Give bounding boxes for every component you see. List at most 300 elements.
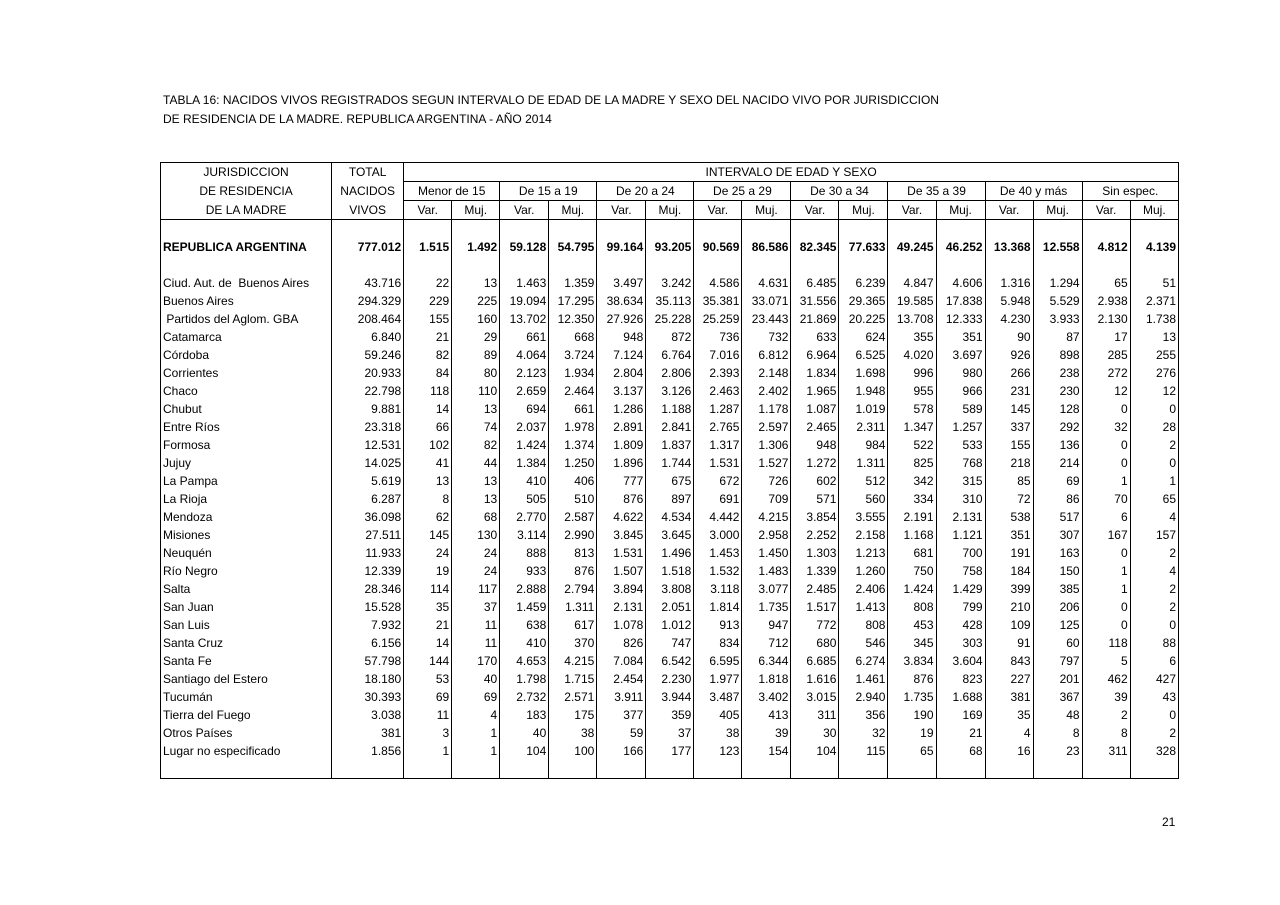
total-value: 208.464 (332, 310, 404, 328)
cell-value: 546 (839, 634, 888, 652)
cell-value: 3.645 (646, 526, 694, 544)
cell-value: 69 (452, 688, 500, 706)
cell-value: 21 (404, 616, 452, 634)
cell-value: 4 (1130, 562, 1178, 580)
cell-value: 2 (1082, 706, 1130, 724)
cell-value: 169 (936, 706, 985, 724)
cell-value: 307 (1033, 526, 1082, 544)
cell-value: 2.841 (646, 418, 694, 436)
cell-value: 6 (1082, 508, 1130, 526)
cell-value: 46.252 (936, 238, 985, 256)
cell-value: 74 (452, 418, 500, 436)
cell-value: 0 (1130, 616, 1178, 634)
header-muj: Muj. (646, 201, 694, 220)
header-muj: Muj. (936, 201, 985, 220)
total-value: 777.012 (332, 238, 404, 256)
cell-value: 201 (1033, 670, 1082, 688)
cell-value: 155 (404, 310, 452, 328)
cell-value: 7.124 (597, 346, 646, 364)
cell-value: 51 (1130, 274, 1178, 292)
cell-value: 680 (791, 634, 839, 652)
cell-value: 86.586 (742, 238, 791, 256)
cell-value: 4.653 (500, 652, 549, 670)
cell-value: 578 (888, 400, 936, 418)
cell-value: 2.191 (888, 508, 936, 526)
cell-value: 17.295 (549, 292, 597, 310)
cell-value: 145 (404, 526, 452, 544)
cell-value: 19.585 (888, 292, 936, 310)
cell-value: 70 (1082, 490, 1130, 508)
cell-value: 4.442 (694, 508, 742, 526)
cell-value: 65 (1130, 490, 1178, 508)
cell-value: 2.051 (646, 598, 694, 616)
cell-value: 3.555 (839, 508, 888, 526)
cell-value: 2.465 (791, 418, 839, 436)
cell-value: 0 (1130, 706, 1178, 724)
cell-value: 1.735 (888, 688, 936, 706)
total-value: 1.856 (332, 742, 404, 760)
cell-value: 0 (1082, 454, 1130, 472)
cell-value: 65 (1082, 274, 1130, 292)
jurisdiction-name: Ciud. Aut. de Buenos Aires (161, 274, 332, 292)
table-row (161, 724, 1179, 742)
header-age-group: De 30 a 34 (791, 182, 888, 201)
cell-value: 27.926 (597, 310, 646, 328)
header-jurisdiccion: JURISDICCION (161, 163, 332, 182)
cell-value: 4.847 (888, 274, 936, 292)
table-row (161, 526, 1179, 544)
cell-value: 1.429 (936, 580, 985, 598)
cell-value: 255 (1130, 346, 1178, 364)
cell-value: 1.316 (985, 274, 1033, 292)
cell-value: 1.517 (791, 598, 839, 616)
cell-value: 37 (452, 598, 500, 616)
cell-value: 8 (1033, 724, 1082, 742)
cell-value: 1.359 (549, 274, 597, 292)
cell-value: 1.384 (500, 454, 549, 472)
cell-value: 345 (888, 634, 936, 652)
cell-value: 37 (646, 724, 694, 742)
cell-value: 84 (404, 364, 452, 382)
cell-value: 1.347 (888, 418, 936, 436)
cell-value: 876 (888, 670, 936, 688)
header-age-group: Sin espec. (1082, 182, 1178, 201)
table-row (161, 400, 1179, 418)
cell-value: 926 (985, 346, 1033, 364)
cell-value: 1.121 (936, 526, 985, 544)
cell-value: 24 (404, 544, 452, 562)
cell-value: 736 (694, 328, 742, 346)
cell-value: 342 (888, 472, 936, 490)
cell-value: 3.845 (597, 526, 646, 544)
cell-value: 1.413 (839, 598, 888, 616)
cell-value: 19 (888, 724, 936, 742)
cell-value: 35.113 (646, 292, 694, 310)
cell-value: 4 (1130, 508, 1178, 526)
cell-value: 955 (888, 382, 936, 400)
cell-value: 16 (985, 742, 1033, 760)
cell-value: 29.365 (839, 292, 888, 310)
cell-value: 712 (742, 634, 791, 652)
table-row (161, 688, 1179, 706)
header-muj: Muj. (1033, 201, 1082, 220)
cell-value: 2.765 (694, 418, 742, 436)
cell-value: 4.215 (549, 652, 597, 670)
cell-value: 6.812 (742, 346, 791, 364)
cell-value: 1.834 (791, 364, 839, 382)
cell-value: 117 (452, 580, 500, 598)
cell-value: 191 (985, 544, 1033, 562)
cell-value: 1.715 (549, 670, 597, 688)
cell-value: 3.487 (694, 688, 742, 706)
cell-value: 4.606 (936, 274, 985, 292)
cell-value: 876 (597, 490, 646, 508)
table-row (161, 508, 1179, 526)
header-var: Var. (404, 201, 452, 220)
cell-value: 3.808 (646, 580, 694, 598)
cell-value: 1.837 (646, 436, 694, 454)
cell-value: 3.402 (742, 688, 791, 706)
cell-value: 772 (791, 616, 839, 634)
cell-value: 13 (1130, 328, 1178, 346)
cell-value: 1.531 (694, 454, 742, 472)
cell-value: 4.622 (597, 508, 646, 526)
cell-value: 406 (549, 472, 597, 490)
cell-value: 3.114 (500, 526, 549, 544)
cell-value: 413 (742, 706, 791, 724)
cell-value: 2.659 (500, 382, 549, 400)
cell-value: 1.809 (597, 436, 646, 454)
cell-value: 377 (597, 706, 646, 724)
cell-value: 13 (452, 472, 500, 490)
cell-value: 385 (1033, 580, 1082, 598)
cell-value: 7.016 (694, 346, 742, 364)
cell-value: 1.250 (549, 454, 597, 472)
cell-value: 517 (1033, 508, 1082, 526)
cell-value: 4.064 (500, 346, 549, 364)
cell-value: 2.804 (597, 364, 646, 382)
header-jurisdiccion: DE RESIDENCIA (161, 182, 332, 201)
jurisdiction-name: Entre Ríos (161, 418, 332, 436)
cell-value: 808 (888, 598, 936, 616)
cell-value: 624 (839, 328, 888, 346)
cell-value: 68 (452, 508, 500, 526)
cell-value: 1.317 (694, 436, 742, 454)
jurisdiction-name: Tucumán (161, 688, 332, 706)
cell-value: 104 (500, 742, 549, 760)
jurisdiction-name: La Rioja (161, 490, 332, 508)
cell-value: 12.333 (936, 310, 985, 328)
cell-value: 19.094 (500, 292, 549, 310)
cell-value: 2.990 (549, 526, 597, 544)
cell-value: 87 (1033, 328, 1082, 346)
cell-value: 88 (1130, 634, 1178, 652)
cell-value: 1.532 (694, 562, 742, 580)
cell-value: 750 (888, 562, 936, 580)
cell-value: 110 (452, 382, 500, 400)
cell-value: 1.965 (791, 382, 839, 400)
cell-value: 2.158 (839, 526, 888, 544)
cell-value: 1.738 (1130, 310, 1178, 328)
cell-value: 334 (888, 490, 936, 508)
cell-value: 14 (404, 400, 452, 418)
jurisdiction-name: Santiago del Estero (161, 670, 332, 688)
cell-value: 797 (1033, 652, 1082, 670)
cell-value: 8 (404, 490, 452, 508)
cell-value: 2.888 (500, 580, 549, 598)
cell-value: 6 (1130, 652, 1178, 670)
cell-value: 1.492 (452, 238, 500, 256)
cell-value: 2.230 (646, 670, 694, 688)
table-row (161, 382, 1179, 400)
cell-value: 2.123 (500, 364, 549, 382)
cell-value: 5.948 (985, 292, 1033, 310)
cell-value: 337 (985, 418, 1033, 436)
cell-value: 38 (694, 724, 742, 742)
cell-value: 3.894 (597, 580, 646, 598)
cell-value: 266 (985, 364, 1033, 382)
cell-value: 1.735 (742, 598, 791, 616)
cell-value: 0 (1082, 400, 1130, 418)
cell-value: 984 (839, 436, 888, 454)
cell-value: 813 (549, 544, 597, 562)
cell-value: 1 (404, 742, 452, 760)
cell-value: 150 (1033, 562, 1082, 580)
cell-value: 1.527 (742, 454, 791, 472)
jurisdiction-name: Chaco (161, 382, 332, 400)
cell-value: 2.402 (742, 382, 791, 400)
cell-value: 2.131 (597, 598, 646, 616)
header-var: Var. (694, 201, 742, 220)
total-value: 20.933 (332, 364, 404, 382)
cell-value: 3.854 (791, 508, 839, 526)
cell-value: 167 (1082, 526, 1130, 544)
cell-value: 1 (1130, 472, 1178, 490)
table-row (161, 274, 1179, 292)
cell-value: 533 (936, 436, 985, 454)
header-var: Var. (1082, 201, 1130, 220)
cell-value: 359 (646, 706, 694, 724)
cell-value: 633 (791, 328, 839, 346)
cell-value: 29 (452, 328, 500, 346)
cell-value: 115 (839, 742, 888, 760)
header-var: Var. (985, 201, 1033, 220)
cell-value: 6.525 (839, 346, 888, 364)
cell-value: 2.371 (1130, 292, 1178, 310)
cell-value: 184 (985, 562, 1033, 580)
cell-value: 367 (1033, 688, 1082, 706)
cell-value: 1.978 (549, 418, 597, 436)
cell-value: 311 (1082, 742, 1130, 760)
cell-value: 72 (985, 490, 1033, 508)
cell-value: 38.634 (597, 292, 646, 310)
cell-value: 3.000 (694, 526, 742, 544)
cell-value: 2.148 (742, 364, 791, 382)
cell-value: 5.529 (1033, 292, 1082, 310)
cell-value: 48 (1033, 706, 1082, 724)
cell-value: 2.311 (839, 418, 888, 436)
cell-value: 843 (985, 652, 1033, 670)
cell-value: 1.078 (597, 616, 646, 634)
title-line-1: TABLA 16: NACIDOS VIVOS REGISTRADOS SEGUN INTERVALO DE EDAD DE LA MADRE Y SEXO DEL NACIDO VIVO POR JURISDICCION (163, 93, 939, 107)
cell-value: 1.339 (791, 562, 839, 580)
cell-value: 69 (1033, 472, 1082, 490)
table-row (161, 580, 1179, 598)
jurisdiction-name: Partidos del Aglom. GBA (161, 310, 332, 328)
title-line-2: DE RESIDENCIA DE LA MADRE. REPUBLICA ARGENTINA - AÑO 2014 (163, 112, 552, 126)
cell-value: 85 (985, 472, 1033, 490)
header-muj: Muj. (549, 201, 597, 220)
cell-value: 2.891 (597, 418, 646, 436)
cell-value: 6.274 (839, 652, 888, 670)
cell-value: 0 (1082, 436, 1130, 454)
header-age-group: De 25 a 29 (694, 182, 791, 201)
cell-value: 0 (1082, 544, 1130, 562)
cell-value: 90.569 (694, 238, 742, 256)
cell-value: 1.450 (742, 544, 791, 562)
cell-value: 4.534 (646, 508, 694, 526)
cell-value: 4.020 (888, 346, 936, 364)
cell-value: 210 (985, 598, 1033, 616)
jurisdiction-name: Jujuy (161, 454, 332, 472)
total-value: 14.025 (332, 454, 404, 472)
cell-value: 2.732 (500, 688, 549, 706)
cell-value: 6.685 (791, 652, 839, 670)
cell-value: 11 (404, 706, 452, 724)
cell-value: 453 (888, 616, 936, 634)
cell-value: 35.381 (694, 292, 742, 310)
cell-value: 747 (646, 634, 694, 652)
cell-value: 405 (694, 706, 742, 724)
cell-value: 166 (597, 742, 646, 760)
cell-value: 948 (597, 328, 646, 346)
cell-value: 3.015 (791, 688, 839, 706)
cell-value: 6.764 (646, 346, 694, 364)
total-value: 18.180 (332, 670, 404, 688)
cell-value: 25.228 (646, 310, 694, 328)
header-var: Var. (597, 201, 646, 220)
cell-value: 4.215 (742, 508, 791, 526)
cell-value: 834 (694, 634, 742, 652)
cell-value: 60 (1033, 634, 1082, 652)
cell-value: 49.245 (888, 238, 936, 256)
cell-value: 2.454 (597, 670, 646, 688)
jurisdiction-name: La Pampa (161, 472, 332, 490)
header-interval: INTERVALO DE EDAD Y SEXO (404, 163, 1179, 182)
cell-value: 80 (452, 364, 500, 382)
cell-value: 675 (646, 472, 694, 490)
cell-value: 3.137 (597, 382, 646, 400)
cell-value: 2.571 (549, 688, 597, 706)
cell-value: 1.260 (839, 562, 888, 580)
cell-value: 538 (985, 508, 1033, 526)
cell-value: 4.631 (742, 274, 791, 292)
cell-value: 1.311 (839, 454, 888, 472)
cell-value: 3 (404, 724, 452, 742)
cell-value: 13 (452, 400, 500, 418)
cell-value: 5 (1082, 652, 1130, 670)
cell-value: 2.958 (742, 526, 791, 544)
cell-value: 32 (839, 724, 888, 742)
cell-value: 39 (742, 724, 791, 742)
cell-value: 12 (1130, 382, 1178, 400)
cell-value: 54.795 (549, 238, 597, 256)
cell-value: 230 (1033, 382, 1082, 400)
cell-value: 1.531 (597, 544, 646, 562)
cell-value: 560 (839, 490, 888, 508)
cell-value: 40 (500, 724, 549, 742)
header-jurisdiccion: DE LA MADRE (161, 201, 332, 220)
cell-value: 177 (646, 742, 694, 760)
cell-value: 356 (839, 706, 888, 724)
total-value: 6.840 (332, 328, 404, 346)
cell-value: 1 (1082, 472, 1130, 490)
cell-value: 1.515 (404, 238, 452, 256)
cell-value: 947 (742, 616, 791, 634)
jurisdiction-name: Salta (161, 580, 332, 598)
cell-value: 681 (888, 544, 936, 562)
cell-value: 2 (1130, 724, 1178, 742)
cell-value: 2.940 (839, 688, 888, 706)
cell-value: 1.178 (742, 400, 791, 418)
cell-value: 1 (1082, 562, 1130, 580)
cell-value: 35 (404, 598, 452, 616)
table-row (161, 598, 1179, 616)
total-value: 59.246 (332, 346, 404, 364)
total-value: 36.098 (332, 508, 404, 526)
cell-value: 1.518 (646, 562, 694, 580)
cell-value: 966 (936, 382, 985, 400)
cell-value: 30 (791, 724, 839, 742)
total-value: 5.619 (332, 472, 404, 490)
cell-value: 104 (791, 742, 839, 760)
cell-value: 1.453 (694, 544, 742, 562)
cell-value: 571 (791, 490, 839, 508)
cell-value: 510 (549, 490, 597, 508)
total-value: 381 (332, 724, 404, 742)
cell-value: 3.604 (936, 652, 985, 670)
cell-value: 303 (936, 634, 985, 652)
total-value: 3.038 (332, 706, 404, 724)
cell-value: 1.424 (500, 436, 549, 454)
cell-value: 0 (1130, 400, 1178, 418)
header-muj: Muj. (839, 201, 888, 220)
cell-value: 980 (936, 364, 985, 382)
cell-value: 823 (936, 670, 985, 688)
table-row (161, 238, 1179, 256)
cell-value: 17.838 (936, 292, 985, 310)
cell-value: 2.794 (549, 580, 597, 598)
cell-value: 1.168 (888, 526, 936, 544)
cell-value: 0 (1082, 616, 1130, 634)
header-var: Var. (888, 201, 936, 220)
cell-value: 2.806 (646, 364, 694, 382)
jurisdiction-name: Neuquén (161, 544, 332, 562)
cell-value: 1 (1082, 580, 1130, 598)
cell-value: 39 (1082, 688, 1130, 706)
cell-value: 33.071 (742, 292, 791, 310)
cell-value: 93.205 (646, 238, 694, 256)
table-row (161, 472, 1179, 490)
cell-value: 225 (452, 292, 500, 310)
cell-value: 13 (452, 490, 500, 508)
header-age-group: Menor de 15 (404, 182, 500, 201)
cell-value: 826 (597, 634, 646, 652)
cell-value: 53 (404, 670, 452, 688)
total-value: 7.932 (332, 616, 404, 634)
total-value: 6.156 (332, 634, 404, 652)
cell-value: 175 (549, 706, 597, 724)
